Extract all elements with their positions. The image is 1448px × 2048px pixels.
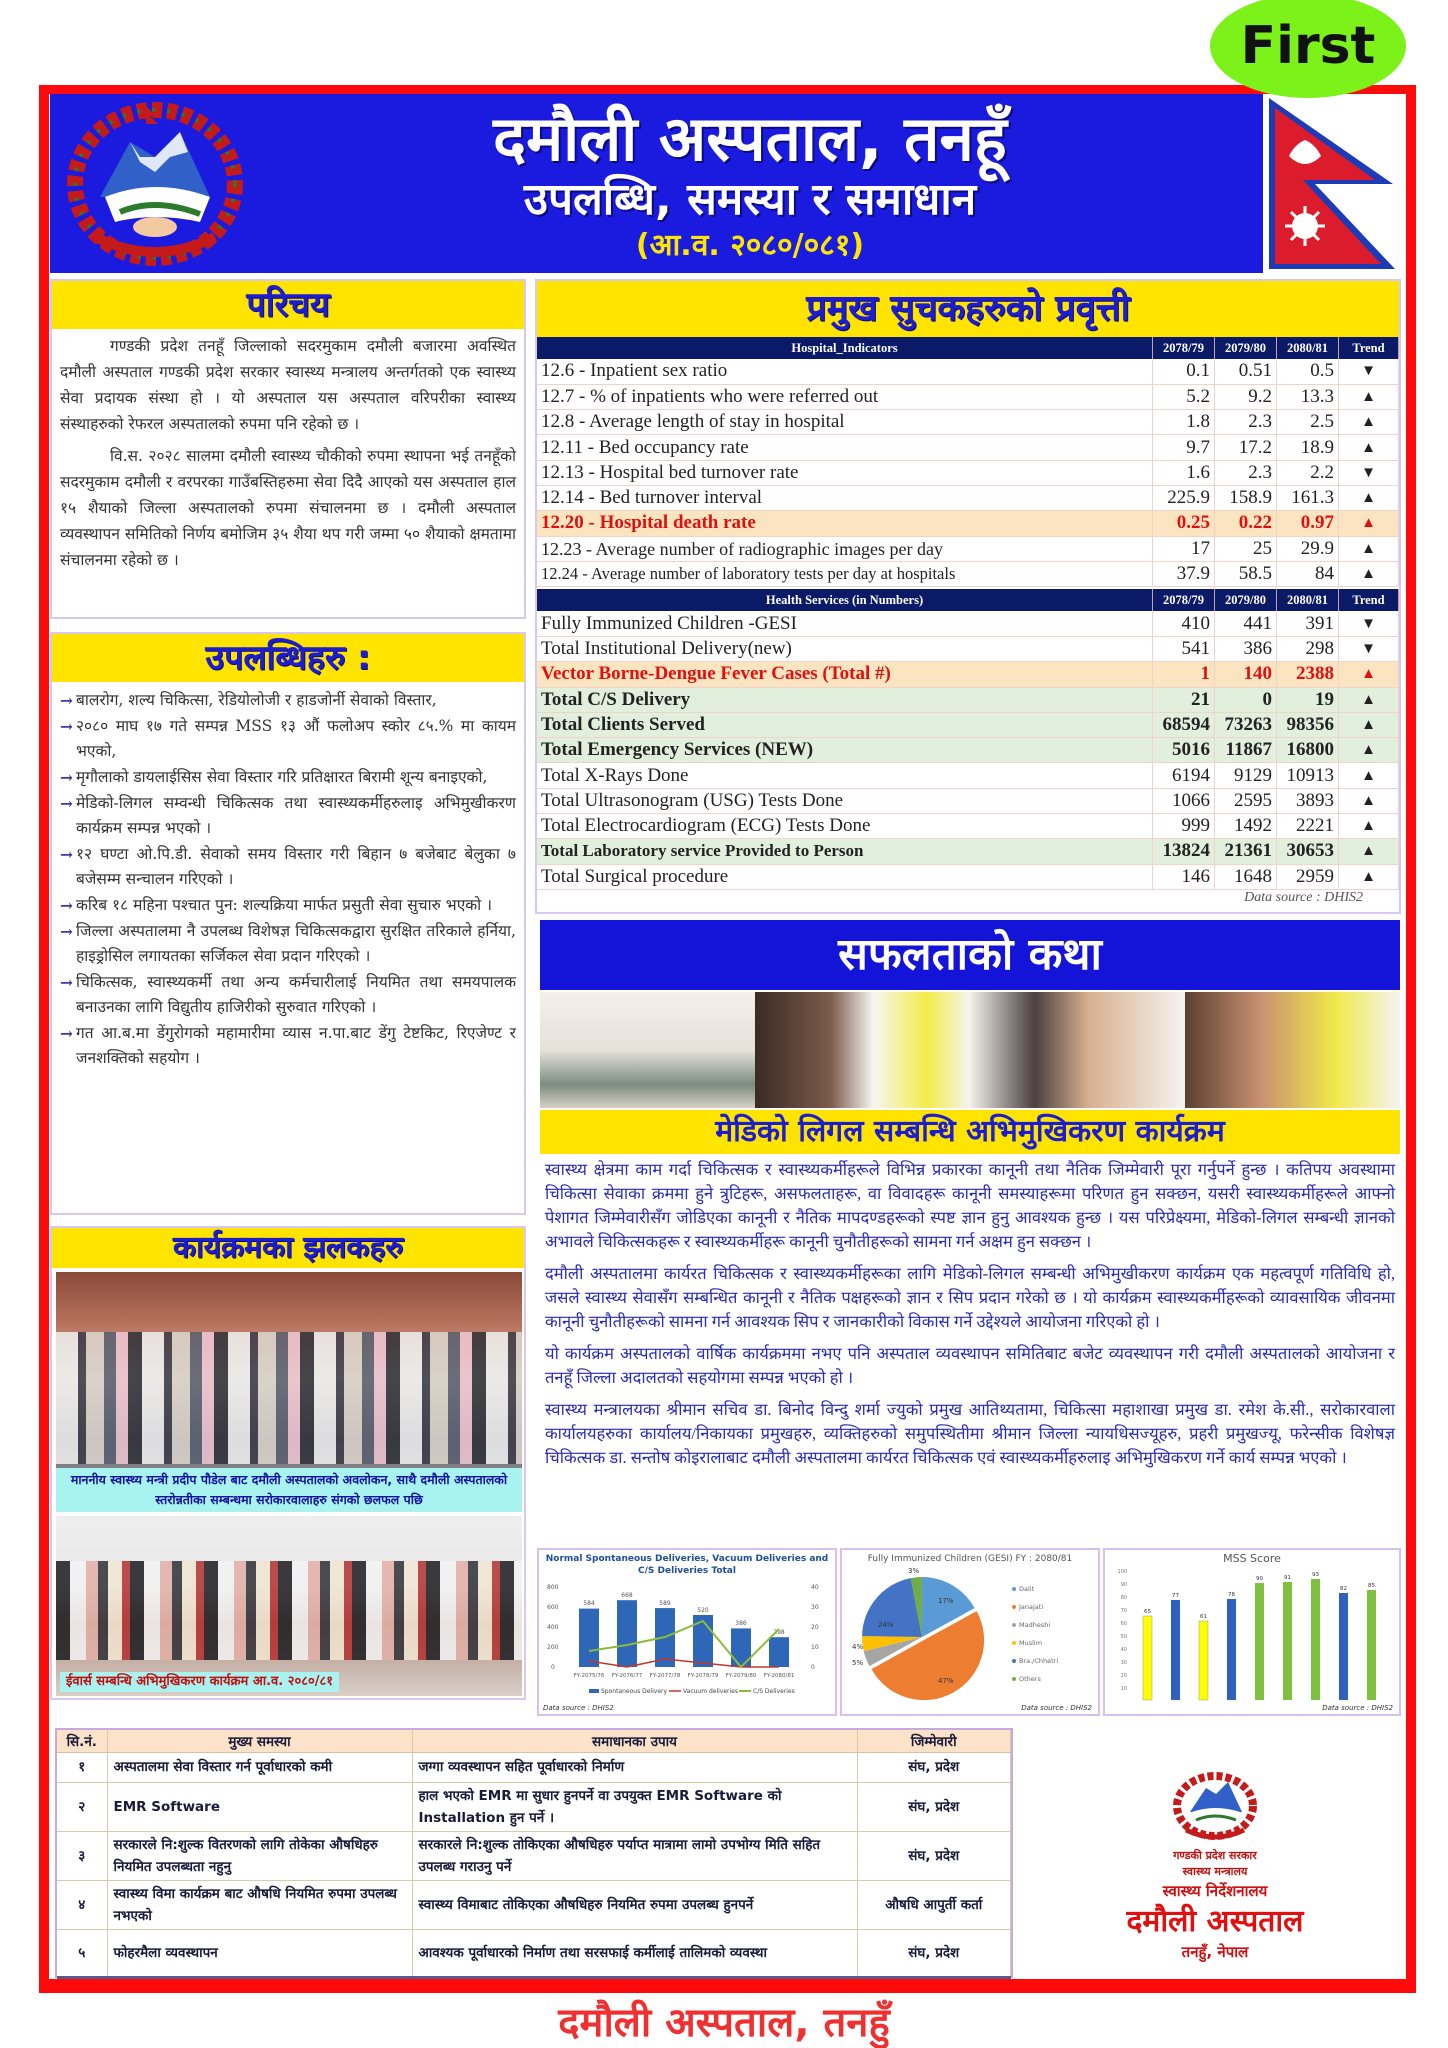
arrow-right-icon: → <box>60 768 73 787</box>
svg-text:668: 668 <box>621 1592 633 1599</box>
svg-text:78: 78 <box>1228 1592 1235 1598</box>
svg-text:93: 93 <box>1312 1572 1319 1578</box>
mss-score-chart <box>1103 1548 1401 1716</box>
trend-up-icon: ▲ <box>1339 712 1399 737</box>
svg-text:589: 589 <box>659 1600 671 1607</box>
story-paragraph: स्वास्थ्य क्षेत्रमा काम गर्दा चिकित्सक र स्वास्थ्यकर्मीहरूले विभिन्न प्रकारका कानूनी तथा नैतिक जिम्मेवारी पूरा गर्नुपर्ने हुन्छ । कतिपय अवस्थामा चिकित्सा सेवाका क्रममा हुने त्रुटिहरू, असफलताहरू, वा विवादहरू कानूनी समस्याहरूमा परिणत हुन सक्छन, यसरी स्वास्थ्यकर्मीहरूले आफ्नो पेशागत जिम्मेवारीसँग जोडिएका कानूनी र नैतिक मापदण्डहरूको स्पष्ट ज्ञान हुनु आवश्यक हुन्छ । यस परिप्रेक्ष्यमा, मेडिको-लिगल सम्बन्धी ज्ञानको अभावले चिकित्सकहरू र स्वास्थ्यकर्मीहरू कानूनी चुनौतीहरूको सामना गर्न अक्षम हुन सक्छन । <box>545 1160 1395 1251</box>
svg-text:10: 10 <box>1120 1686 1127 1692</box>
svg-text:Others: Others <box>1019 1675 1041 1683</box>
trend-up-icon: ▲ <box>1339 839 1399 864</box>
achievement-item: → २०८० माघ १७ गते सम्पन्न MSS १३ औं फलोअप स्कोर ८५.% मा कायम भएको, <box>60 714 516 764</box>
achievement-item: → जिल्ला अस्पतालमा नै उपलब्ध विशेषज्ञ चिकित्सकद्वारा सुरक्षित तरिकाले हर्निया, हाइड्रोसिल लगायतका सर्जिकल सेवा प्रदान गरिएको । <box>60 919 516 969</box>
table-row-highlighted: Vector Borne-Dengue Fever Cases (Total #) 1 140 2388 ▲ <box>537 662 1399 687</box>
table-row: ४ स्वास्थ्य विमा कार्यक्रम बाट औषधि नियमित रुपमा उपलब्ध नभएको स्वास्थ्य विमाबाट तोकिएका औषधिहरु नियमित रुपमा उपलब्ध हुनपर्ने औषधि आपुर्ती कर्ता <box>57 1880 1011 1929</box>
svg-text:30: 30 <box>811 1604 819 1611</box>
hospital-indicators-table <box>537 337 1399 587</box>
column-header: 2079/80 <box>1215 337 1277 359</box>
health-services-table <box>537 589 1399 890</box>
svg-text:24%: 24% <box>878 1621 894 1629</box>
success-story-heading: सफलताको कथा <box>540 920 1400 990</box>
arrow-right-icon: → <box>60 896 73 915</box>
svg-text:40: 40 <box>1120 1647 1127 1653</box>
column-header: Hospital_Indicators <box>537 337 1153 359</box>
column-header: 2080/81 <box>1277 589 1339 611</box>
intro-paragraph: वि.स. २०२८ सालमा दमौली स्वास्थ्य चौकीको रुपमा स्थापना भई तनहूँको सदरमुकाम दमौली र वरपरका गाउँबस्तिहरुमा सेवा दिदै आएको यस अस्पताल हाल १५ शैयाको जिल्ला अस्पतालको रुपमा संचालनमा छ । दमौली अस्पताल व्यवस्थापन समितिको निर्णय बमोजिम ३५ शैया थप गरी जम्मा ५० शैयाको क्षमतामा संचालनमा रहेको छ । <box>60 447 516 569</box>
achievements-list <box>52 682 524 1071</box>
column-header: सि.नं. <box>57 1730 107 1752</box>
event-photo <box>970 992 1185 1108</box>
trend-up-icon: ▲ <box>1339 561 1399 586</box>
arrow-right-icon: → <box>60 1024 73 1043</box>
svg-text:5%: 5% <box>852 1659 864 1667</box>
table-row: Total Institutional Delivery(new) 541 386 298 ▼ <box>537 636 1399 661</box>
svg-text:4%: 4% <box>852 1643 864 1651</box>
mss-score-plot <box>1105 1565 1399 1705</box>
page-title: दमौली अस्पताल, तनहूँ <box>493 102 1007 175</box>
footer-title: दमौली अस्पताल, तनहुँ <box>558 2000 890 2046</box>
chart-title: Fully Immunized Children (GESI) FY : 2080/81 <box>867 1554 1073 1564</box>
arrow-right-icon: → <box>60 691 73 710</box>
column-header: Trend <box>1339 589 1399 611</box>
photo-caption: माननीय स्वास्थ्य मन्त्री प्रदीप पौडेल बाट दमौली अस्पतालको अवलोकन, साथै दमौली अस्पतालको स्तरोन्नतीका सम्बन्धमा सरोकारवालाहरु संगको छलफल पछि <box>56 1468 522 1512</box>
svg-text:200: 200 <box>547 1644 559 1651</box>
table-row: २ EMR Software हाल भएको EMR मा सुधार हुनपर्ने वा उपयुक्त EMR Software को Installation हुन पर्ने । संघ, प्रदेश <box>57 1782 1011 1831</box>
photo-caption: ईवार्स सम्बन्धि अभिमुखिकरण कार्यक्रम आ.व. २०८०/८१ <box>60 1672 339 1692</box>
table-row: 12.13 - Hospital bed turnover rate 1.6 2.3 2.2 ▼ <box>537 460 1399 485</box>
column-header: मुख्य समस्या <box>107 1730 412 1752</box>
trend-down-icon: ▼ <box>1339 611 1399 636</box>
svg-text:3%: 3% <box>908 1567 920 1575</box>
achievements-panel <box>50 632 526 1215</box>
deliveries-chart-plot <box>539 1577 835 1707</box>
svg-text:17%: 17% <box>938 1597 954 1605</box>
success-story-subheading: मेडिको लिगल सम्बन्धि अभिमुखिकरण कार्यक्रम <box>540 1110 1400 1154</box>
svg-text:Spontaneous Delivery: Spontaneous Delivery <box>601 1688 668 1695</box>
table-row-highlighted: 12.20 - Hospital death rate 0.25 0.22 0.97 ▲ <box>537 511 1399 536</box>
achievement-item: → चिकित्सक, स्वास्थ्यकर्मी तथा अन्य कर्मचारीलाई नियमित तथा समयपालक बनाउनका लागि विद्युतीय हाजिरीको सुरुवात गरिएको । <box>60 970 516 1020</box>
event-photo <box>755 992 970 1108</box>
achievement-item: → मृगौलाको डायलाईसिस सेवा विस्तार गरि प्रतिक्षारत बिरामी शून्य बनाइएको, <box>60 765 516 790</box>
event-photo <box>540 992 755 1108</box>
chart-source: Data source : DHIS2 <box>1021 1704 1092 1712</box>
svg-text:40: 40 <box>811 1584 819 1591</box>
poster-header <box>50 94 1263 273</box>
table-row: Total X-Rays Done 6194 9129 10913 ▲ <box>537 763 1399 788</box>
column-header: 2078/79 <box>1153 589 1215 611</box>
svg-text:Janajati: Janajati <box>1019 1603 1044 1611</box>
trend-up-icon: ▲ <box>1339 814 1399 839</box>
trend-up-icon: ▲ <box>1339 763 1399 788</box>
column-header: 2079/80 <box>1215 589 1277 611</box>
table-row: 12.7 - % of inpatients who were referred out 5.2 9.2 13.3 ▲ <box>537 384 1399 409</box>
svg-text:80: 80 <box>1120 1595 1127 1601</box>
photo-ewars-orientation <box>56 1516 522 1696</box>
trend-up-icon: ▲ <box>1339 662 1399 687</box>
svg-text:C/S Deliveries: C/S Deliveries <box>753 1688 795 1695</box>
arrow-right-icon: → <box>60 845 73 864</box>
trend-up-icon: ▲ <box>1339 435 1399 460</box>
nepal-flag-icon <box>1263 94 1406 273</box>
intro-paragraph: गण्डकी प्रदेश तनहूँ जिल्लाको सदरमुकाम दमौली बजारमा अवस्थित दमौली अस्पताल गण्डकी प्रदेश सरकार स्वास्थ्य मन्त्रालय अन्तर्गतको एक स्वास्थ्य सेवा प्रदायक संस्था हो । यो अस्पताल यस अस्पताल वरिपरीका स्वास्थ्य संस्थाहरुको रेफरल अस्पतालको रुपमा पनि रहेको छ । <box>60 337 516 433</box>
svg-text:386: 386 <box>735 1620 747 1627</box>
svg-text:FY-2078/79: FY-2078/79 <box>687 1673 719 1679</box>
arrow-right-icon: → <box>60 794 73 813</box>
svg-text:90: 90 <box>1256 1576 1263 1582</box>
nepal-government-emblem-icon <box>60 102 250 267</box>
trend-up-icon: ▲ <box>1339 738 1399 763</box>
svg-text:65: 65 <box>1144 1609 1151 1615</box>
deliveries-chart <box>537 1548 837 1716</box>
column-header: समाधानका उपाय <box>412 1730 857 1752</box>
svg-text:520: 520 <box>697 1607 709 1614</box>
svg-text:FY-2076/77: FY-2076/77 <box>611 1673 643 1679</box>
svg-text:30: 30 <box>1120 1660 1127 1666</box>
svg-text:Bra./Chhetri: Bra./Chhetri <box>1019 1657 1059 1665</box>
story-paragraph: स्वास्थ्य मन्त्रालयका श्रीमान सचिव डा. बिनोद विन्दु शर्मा ज्युको प्रमुख आतिथ्यतामा, चिकित्सा महाशाखा प्रमुख डा. रमेश के.सी., सरोकारवाला कार्यालयहरुका कार्यालय/निकायका प्रमुखहरु, व्यक्तिहरुको समुपस्थितीमा श्रीमान जिल्ला न्यायधिसज्यूहरु, प्रहरी प्रमुखज्यू, फरेन्सीक विशेषज्ञ चिकित्सक डा. सन्तोष कोइरालाबाट दमौली अस्पतालमा कार्यरत चिकित्सक एवं स्वास्थ्यकर्मीहरुलाइ अभिमुखिकरण गर्ने कार्य सम्पन्न भएको । <box>545 1400 1395 1467</box>
svg-text:20: 20 <box>1120 1673 1127 1679</box>
achievement-item: → गत आ.ब.मा डेंगुरोगको महामारीमा व्यास न.पा.बाट डेंगु टेष्टकिट, रिएजेण्ट र जनशक्तिको सहयोग । <box>60 1021 516 1071</box>
logo-line: स्वास्थ्य निर्देशनालय <box>1162 1882 1268 1900</box>
table-row: Total Ultrasonogram (USG) Tests Done 1066 2595 3893 ▲ <box>537 788 1399 813</box>
trend-up-icon: ▲ <box>1339 687 1399 712</box>
chart-title: Normal Spontaneous Deliveries, Vacuum Deliveries and C/S Deliveries Total <box>545 1554 829 1576</box>
table-row: Total Surgical procedure 146 1648 2959 ▲ <box>537 864 1399 889</box>
achievement-item: → करिब १८ महिना पश्चात पुन: शल्यक्रिया मार्फत प्रसुती सेवा सुचारु भएको । <box>60 893 516 918</box>
table-row: ३ सरकारले नि:शुल्क वितरणको लागि तोकेका औषधिहरु नियमित उपलब्धता नहुनु सरकारले नि:शुल्क तोकिएका औषधिहरु पर्याप्त मात्रामा लामो उपभोग्य मिति सहित उपलब्ध गराउनु पर्ने संघ, प्रदेश <box>57 1831 1011 1880</box>
svg-text:82: 82 <box>1340 1586 1347 1592</box>
indicators-heading: प्रमुख सुचकहरुको प्रवृत्ती <box>537 281 1399 337</box>
svg-text:77: 77 <box>1172 1593 1179 1599</box>
svg-text:91: 91 <box>1284 1575 1291 1581</box>
table-row-bold: Total Clients Served 68594 73263 98356 ▲ <box>537 712 1399 737</box>
table-row-bold: Total C/S Delivery 21 0 19 ▲ <box>537 687 1399 712</box>
svg-text:Muslim: Muslim <box>1019 1639 1043 1647</box>
svg-text:FY-2075/76: FY-2075/76 <box>573 1673 605 1679</box>
svg-text:FY-2077/78: FY-2077/78 <box>649 1673 681 1679</box>
svg-text:0: 0 <box>551 1664 555 1671</box>
arrow-right-icon: → <box>60 717 73 736</box>
arrow-right-icon: → <box>60 922 73 941</box>
trend-down-icon: ▼ <box>1339 359 1399 384</box>
event-photo <box>1185 992 1400 1108</box>
arrow-right-icon: → <box>60 973 73 992</box>
column-header: 2080/81 <box>1277 337 1339 359</box>
table-row: ५ फोहरमैला व्यवस्थापन आवश्यक पूर्वाधारको निर्माण तथा सरसफाई कर्मीलाई तालिमको व्यवस्था संघ, प्रदेश <box>57 1929 1011 1977</box>
column-header: 2078/79 <box>1153 337 1215 359</box>
table-row: 12.11 - Bed occupancy rate 9.7 17.2 18.9 ▲ <box>537 435 1399 460</box>
svg-text:10: 10 <box>811 1644 819 1651</box>
story-paragraph: यो कार्यक्रम अस्पतालको वार्षिक कार्यक्रममा नभए पनि अस्पताल व्यवस्थापन समितिबाट बजेट व्यवस्थापन गरी दमौली अस्पतालको आयोजना र तनहूँ जिल्ला अदालतको सहयोगमा सम्पन्न भएको हो । <box>545 1344 1395 1387</box>
svg-text:85: 85 <box>1368 1583 1375 1589</box>
trend-down-icon: ▼ <box>1339 636 1399 661</box>
success-photo-strip <box>540 992 1400 1108</box>
chart-title: MSS Score <box>1223 1552 1281 1565</box>
story-paragraph: दमौली अस्पतालमा कार्यरत चिकित्सक र स्वास्थ्यकर्मीहरूका लागि मेडिको-लिगल सम्बन्धी अभिमुखीकरण कार्यक्रम एक महत्वपूर्ण गतिविधि हो, जसले स्वास्थ्य सेवासँग सम्बन्धित कानूनी र नैतिक पक्षहरूको ज्ञान र सिप प्रदान गरेको छ । यो कार्यक्रम स्वास्थ्यकर्मीहरूको व्यावसायिक जीवनमा कानूनी चुनौतीहरूको सामना गर्न आवश्यक सिप र जानकारीको विकास गर्ने उद्देश्यले आयोजना गरिएको हो । <box>545 1264 1395 1331</box>
intro-panel <box>50 279 526 619</box>
photo-minister-visit <box>56 1272 522 1512</box>
glimpses-heading: कार्यक्रमका झलकहरु <box>52 1228 524 1268</box>
trend-up-icon: ▲ <box>1339 864 1399 889</box>
column-header: जिम्मेवारी <box>857 1730 1011 1752</box>
logo-line: गण्डकी प्रदेश सरकार <box>1173 1849 1257 1862</box>
hospital-logo-block <box>1030 1770 1400 1970</box>
svg-text:47%: 47% <box>938 1677 954 1685</box>
table-row: 12.24 - Average number of laboratory tests per day at hospitals 37.9 58.5 84 ▲ <box>537 561 1399 586</box>
government-emblem-icon <box>1170 1770 1260 1842</box>
svg-text:20: 20 <box>811 1624 819 1631</box>
trend-up-icon: ▲ <box>1339 511 1399 536</box>
table-row-bold: Total Emergency Services (NEW) 5016 11867 16800 ▲ <box>537 738 1399 763</box>
achievement-item: → बालरोग, शल्य चिकित्सा, रेडियोलोजी र हाडजोर्नी सेवाको विस्तार, <box>60 688 516 713</box>
table-row: 12.23 - Average number of radiographic images per day 17 25 29.9 ▲ <box>537 536 1399 561</box>
chart-source: Data source : DHIS2 <box>1322 1704 1393 1712</box>
svg-text:70: 70 <box>1120 1608 1127 1614</box>
table-row: 12.14 - Bed turnover interval 225.9 158.9 161.3 ▲ <box>537 485 1399 510</box>
table-row: Total Electrocardiogram (ECG) Tests Done 999 1492 2221 ▲ <box>537 814 1399 839</box>
first-badge: First <box>1210 0 1406 98</box>
column-header: Trend <box>1339 337 1399 359</box>
success-story-body <box>545 1158 1395 1478</box>
svg-text:Dalit: Dalit <box>1019 1585 1035 1593</box>
logo-line: स्वास्थ्य मन्त्रालय <box>1182 1865 1248 1878</box>
svg-text:100: 100 <box>1117 1569 1127 1575</box>
achievement-item: → १२ घण्टा ओ.पि.डी. सेवाको समय विस्तार गरी बिहान ७ बजेबाट बेलुका ७ बजेसम्म सन्चालन गरिएको । <box>60 842 516 892</box>
fiscal-year: (आ.व. २०८०/०८१) <box>635 228 865 263</box>
intro-heading: परिचय <box>52 281 524 329</box>
svg-text:400: 400 <box>547 1624 559 1631</box>
svg-text:600: 600 <box>547 1604 559 1611</box>
svg-text:584: 584 <box>583 1600 595 1607</box>
svg-text:FY-2079/80: FY-2079/80 <box>725 1673 757 1679</box>
glimpses-panel <box>50 1226 526 1700</box>
table-row: Fully Immunized Children -GESI 410 441 391 ▼ <box>537 611 1399 636</box>
logo-hospital-name: दमौली अस्पताल <box>1126 1904 1304 1939</box>
problems-solutions-table <box>55 1728 1013 1978</box>
trend-up-icon: ▲ <box>1339 536 1399 561</box>
svg-text:61: 61 <box>1200 1614 1207 1620</box>
trend-up-icon: ▲ <box>1339 485 1399 510</box>
table-row: १ अस्पतालमा सेवा विस्तार गर्न पूर्वाधारको कमी जग्गा व्यवस्थापन सहित पूर्वाधारको निर्माण संघ, प्रदेश <box>57 1752 1011 1782</box>
trend-up-icon: ▲ <box>1339 410 1399 435</box>
table-row: 12.6 - Inpatient sex ratio 0.1 0.51 0.5 ▼ <box>537 359 1399 384</box>
logo-line: तनहुँ, नेपाल <box>1181 1943 1249 1961</box>
trend-up-icon: ▲ <box>1339 384 1399 409</box>
table-row-bold: Total Laboratory service Provided to Person 13824 21361 30653 ▲ <box>537 839 1399 864</box>
pie-plot <box>842 1565 1098 1705</box>
svg-text:0: 0 <box>811 1664 815 1671</box>
page-subtitle: उपलब्धि, समस्या र समाधान <box>523 174 977 225</box>
data-source: Data source : DHIS2 <box>1244 889 1363 905</box>
table-row: 12.8 - Average length of stay in hospital 1.8 2.3 2.5 ▲ <box>537 410 1399 435</box>
svg-text:FY-2080/81: FY-2080/81 <box>763 1673 795 1679</box>
svg-text:90: 90 <box>1120 1582 1127 1588</box>
svg-text:60: 60 <box>1120 1621 1127 1627</box>
svg-text:Vacuum deliveries: Vacuum deliveries <box>683 1688 738 1695</box>
svg-text:800: 800 <box>547 1584 559 1591</box>
trend-up-icon: ▲ <box>1339 788 1399 813</box>
achievements-heading: उपलब्धिहरु : <box>52 634 524 682</box>
svg-text:Madheshi: Madheshi <box>1019 1621 1051 1629</box>
trend-down-icon: ▼ <box>1339 460 1399 485</box>
intro-body <box>52 329 524 573</box>
column-header: Health Services (in Numbers) <box>537 589 1153 611</box>
indicators-panel <box>535 279 1401 914</box>
achievement-item: → मेडिको-लिगल सम्वन्धी चिकित्सक तथा स्वास्थ्यकर्मीहरुलाइ अभिमुखीकरण कार्यक्रम सम्पन्न भएको । <box>60 791 516 841</box>
svg-text:298: 298 <box>773 1629 785 1636</box>
immunization-pie-chart <box>840 1548 1100 1716</box>
chart-source: Data source : DHIS2 <box>543 1704 614 1712</box>
svg-text:50: 50 <box>1120 1634 1127 1640</box>
